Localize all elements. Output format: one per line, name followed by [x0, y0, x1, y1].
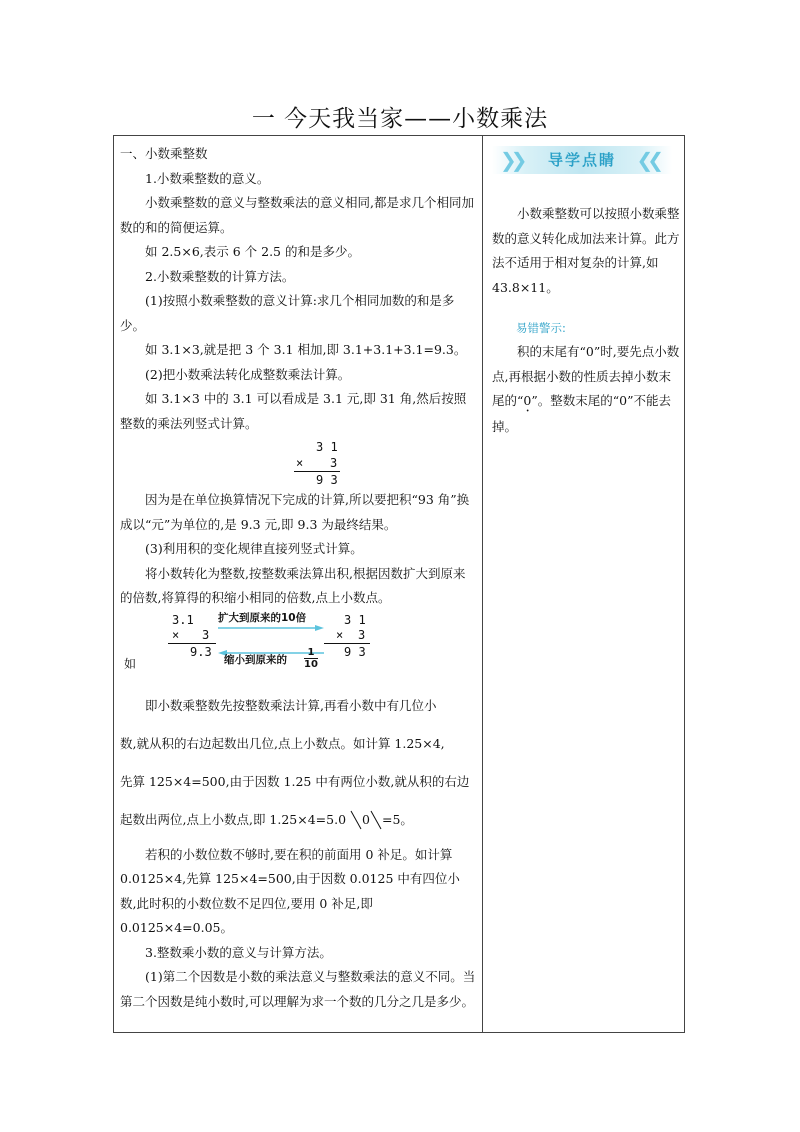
paragraph: 2.小数乘整数的计算方法。	[145, 268, 295, 284]
fraction-numerator: 1	[307, 646, 315, 658]
diagram-right-result: 9 3	[344, 644, 366, 659]
paragraph: 将小数转化为整数,按整数乘法算出积,根据因数扩大到原来的倍数,将算得的积缩小相同的倍数,点上小数点。	[120, 565, 466, 605]
paragraph-line: 即小数乘整数先按整数乘法计算,再看小数中有几位小	[145, 697, 437, 713]
chevron-left-icon: ❮❮	[636, 148, 658, 172]
warning-heading: 易错警示:	[516, 321, 566, 335]
chevron-right-icon: ❯❯	[500, 148, 522, 172]
warn-text-c: 。整数末尾的“0”不能去掉。	[492, 393, 671, 434]
warn-text-emphasis: “0”	[517, 393, 538, 408]
strikeout-slash-icon	[370, 810, 382, 830]
guide-text	[492, 202, 682, 300]
diagram-left-result: 9.3	[190, 644, 212, 659]
expand-label: 扩大到原来的10倍	[218, 611, 307, 624]
paragraph: 因为是在单位换算情况下完成的计算,所以要把积“93 角”换成以“元”为单位的,是 9.3 元,即 9.3 为最终结果。	[120, 492, 470, 532]
spacer	[120, 673, 476, 687]
paragraph: 如 2.5×6,表示 6 个 2.5 的和是多少。	[145, 244, 360, 259]
diagram-left-multiplier: 3	[202, 627, 210, 642]
section-heading: 一、小数乘整数	[120, 146, 208, 161]
calc-multiplier: 3	[330, 456, 338, 470]
diagram-right-rule	[324, 643, 370, 644]
paragraph: (1)第二个因数是小数的乘法意义与整数乘法的意义不同。当第二个因数是纯小数时,可以理解为求一个数的几分之几是多少。	[120, 969, 476, 1009]
diagram-right-multiplier: 3	[358, 627, 366, 642]
paragraph: 如 3.1×3,就是把 3 个 3.1 相加,即 3.1+3.1+3.1=9.3。	[145, 342, 467, 357]
paragraph: 如 3.1×3 中的 3.1 可以看成是 3.1 元,即 31 角,然后按照整数的乘法列竖式计算。	[120, 391, 467, 431]
shrink-label: 缩小到原来的	[224, 653, 287, 666]
diagram-left-rule	[168, 643, 216, 644]
warn-text-a: 积的末尾有“0”时,要先点小数点,再根据小数的性质去掉小数末尾的	[492, 344, 680, 408]
paragraph: 小数乘整数的意义与整数乘法的意义相同,都是求几个相同加数的和的简便运算。	[120, 195, 474, 235]
paragraph: 3.整数乘小数的意义与计算方法。	[145, 944, 332, 960]
paragraph-line	[120, 801, 476, 839]
paragraph: 若积的小数位数不够时,要在积的前面用 0 补足。如计算 0.0125×4,先算 125×4=500,由于因数 0.0125 中有四位小数,此时积的小数位数不足四位,要用 0 补足,即 0.0125×4=0.05。	[120, 846, 460, 935]
calc-top: 3 1	[316, 440, 338, 454]
paragraph: 小数乘整数可以按照小数乘整数的意义转化成加法来计算。此方法不适用于相对复杂的计算,如 43.8×11。	[492, 206, 680, 295]
diagram-left-top: 3.1	[172, 612, 194, 627]
strike-text-suffix: =5。	[381, 811, 413, 827]
paragraph	[492, 340, 682, 440]
strike-text-prefix: 起数出两位,点上小数点,即 1.25×4=5.0	[120, 811, 347, 827]
guide-banner	[492, 146, 672, 174]
paragraph-line: 先算 125×4=500,由于因数 1.25 中有两位小数,就从积的右边	[120, 773, 470, 789]
paragraph: 1.小数乘整数的意义。	[145, 170, 270, 186]
conversion-diagram	[120, 611, 476, 673]
calc-result: 9 3	[316, 473, 338, 487]
diagram-right-times: ×	[336, 627, 344, 642]
warning-text	[492, 340, 682, 440]
calc-rule	[294, 471, 340, 472]
page-title: 一 今天我当家——小数乘法	[251, 106, 549, 132]
content-table	[113, 135, 685, 1033]
paragraph: (2)把小数乘法转化成整数乘法计算。	[145, 366, 351, 382]
shrink-fraction	[304, 647, 318, 670]
expand-arrow-head	[315, 625, 324, 631]
diagram-right-top: 3 1	[344, 612, 366, 627]
paragraph-line: 数,就从积的右边起数出几位,点上小数点。如计算 1.25×4,	[120, 735, 445, 751]
column-divider	[482, 136, 483, 1032]
example-prefix: 如	[124, 656, 137, 671]
times-sign: ×	[296, 456, 304, 470]
strikeout-slash-icon	[350, 810, 362, 830]
fraction-denominator: 10	[304, 658, 318, 670]
vertical-calculation	[120, 436, 476, 488]
paragraph: (1)按照小数乘整数的意义计算:求几个相同加数的和是多少。	[120, 293, 455, 333]
main-column	[120, 142, 476, 1014]
diagram-left-times: ×	[172, 627, 180, 642]
struck-zero: 0	[362, 811, 370, 827]
banner-title: 导学点睛	[547, 151, 616, 169]
paragraph: (3)利用积的变化规律直接列竖式计算。	[145, 541, 363, 556]
